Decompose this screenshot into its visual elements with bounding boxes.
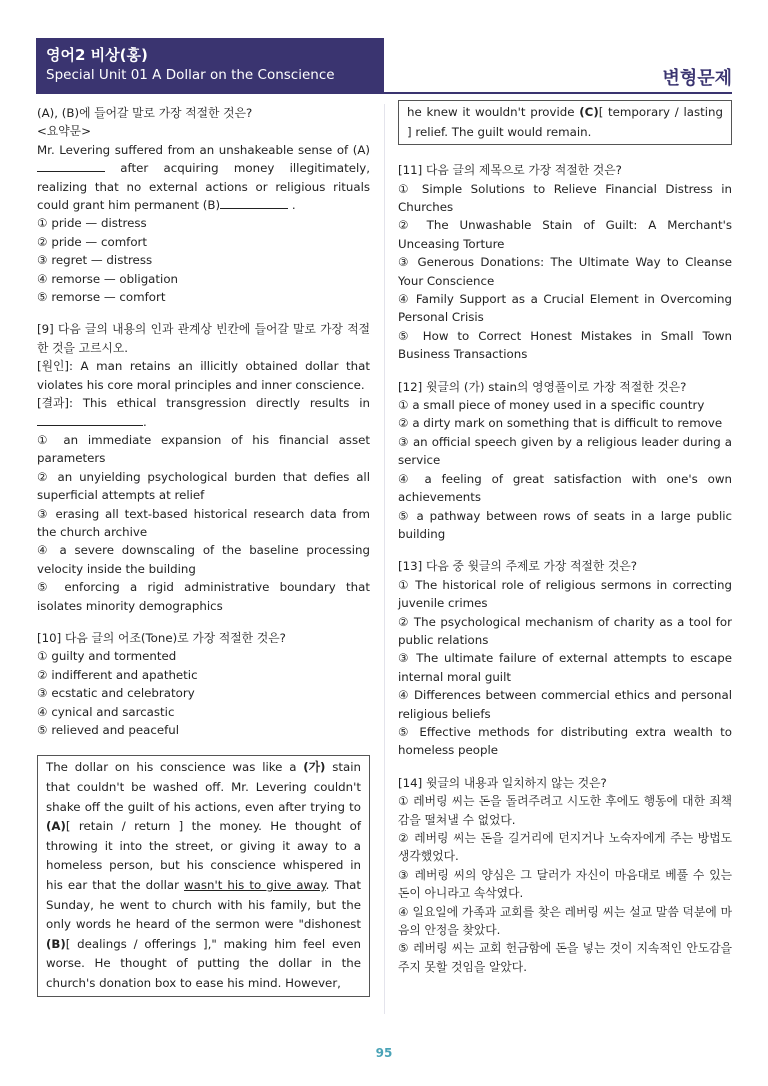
option[interactable]: ⑤ How to Correct Honest Mistakes in Small Town Business Transactions — [398, 328, 732, 362]
passage-text: The dollar on his conscience was like a — [46, 760, 304, 775]
option[interactable]: ④ Family Support as a Crucial Element in Overcoming Personal Crisis — [398, 292, 732, 325]
option[interactable]: ① an immediate expansion of his financial asset parameters — [37, 432, 370, 466]
question-14 — [398, 774, 732, 976]
question-10-prompt: [10] 다음 글의 어조(Tone)로 가장 적절한 것은? — [37, 630, 286, 645]
option[interactable]: ③ regret — distress — [37, 253, 153, 268]
passage-text: [ retain / return ] the money. He thought of throwing it into the street, or giving it away to a homeless person, but his conscience whispered in his ear that the dollar — [46, 819, 361, 892]
effect-label: [결과] — [37, 396, 69, 411]
option[interactable]: ② The Unwashable Stain of Guilt: A Merchant's Unceasing Torture — [398, 218, 732, 251]
marker-c: (C) — [579, 105, 599, 119]
passage-text: [ temporary / lasting ] relief. The guilt would remain. — [407, 105, 723, 139]
option[interactable]: ① The historical role of religious sermons in correcting juvenile crimes — [398, 577, 732, 611]
header-subtitle: Special Unit 01 A Dollar on the Conscience — [46, 67, 335, 83]
option[interactable]: ⑤ a pathway between rows of seats in a large public building — [398, 508, 732, 541]
passage-text: . That Sunday, he went to church with his family, but the only words he heard of the sermon were "dishonest — [46, 877, 361, 932]
summary-text — [37, 141, 370, 215]
passage-box-continued — [398, 100, 732, 145]
option[interactable]: ⑤ 레버링 씨는 교회 헌금함에 돈을 넣는 것이 지속적인 안도감을 주지 못할 것임을 알았다. — [398, 941, 732, 974]
question-10 — [37, 629, 370, 739]
option[interactable]: ② a dirty mark on something that is difficult to remove — [398, 416, 723, 431]
question-13 — [398, 557, 732, 759]
summary-part1: Mr. Levering suffered from an unshakeable sense of (A) — [37, 142, 370, 157]
option[interactable]: ② 레버링 씨는 돈을 길거리에 던지거나 노숙자에게 주는 방법도 생각했었다. — [398, 831, 732, 864]
option[interactable]: ③ ecstatic and celebratory — [37, 686, 195, 701]
option[interactable]: ④ Differences between commercial ethics and personal religious beliefs — [398, 688, 732, 721]
header-right-label: 변형문제 — [662, 68, 732, 89]
blank-b — [220, 197, 288, 209]
cause-text: : A man retains an illicitly obtained dollar that violates his core moral principles and inner conscience. — [37, 359, 370, 392]
effect-line — [37, 394, 370, 431]
option[interactable]: ③ The ultimate failure of external attempts to escape internal moral guilt — [398, 651, 732, 684]
option[interactable]: ⑤ relieved and peaceful — [37, 723, 180, 737]
question-14-prompt: [14] 윗글의 내용과 일치하지 않는 것은? — [398, 775, 607, 790]
passage-text: he knew it wouldn't provide — [407, 105, 580, 119]
option[interactable]: ① pride — distress — [37, 216, 147, 231]
question-13-prompt: [13] 다음 중 윗글의 주제로 가장 적절한 것은? — [398, 559, 638, 574]
passage-text: stain that couldn't be washed off. Mr. Levering couldn't shake off the guilt of his actions, even after trying to — [46, 760, 361, 814]
option[interactable]: ① 레버링 씨는 돈을 돌려주려고 시도한 후에도 행동에 대한 죄책감을 떨쳐낼 수 없었다. — [398, 794, 732, 827]
option[interactable]: ③ 레버링 씨의 양심은 그 달러가 자신이 마음대로 베풀 수 있는 돈이 아니라고 속삭였다. — [398, 867, 732, 901]
option[interactable]: ④ a severe downscaling of the baseline processing velocity inside the building — [37, 543, 370, 576]
right-column — [398, 104, 732, 990]
option[interactable]: ① guilty and tormented — [37, 649, 177, 664]
option[interactable]: ④ remorse — obligation — [37, 271, 179, 286]
summary-label: <요약문> — [37, 124, 91, 139]
summary-end: . — [288, 198, 296, 213]
blank-a — [37, 160, 105, 172]
column-divider — [384, 104, 385, 1014]
page-number: 95 — [375, 1046, 393, 1060]
option[interactable]: ② The psychological mechanism of charity as a tool for public relations — [398, 614, 732, 647]
question-9 — [37, 320, 370, 615]
option[interactable]: ④ a feeling of great satisfaction with one's own achievements — [398, 471, 732, 505]
option[interactable]: ② pride — comfort — [37, 234, 148, 249]
option[interactable]: ⑤ remorse — comfort — [37, 290, 166, 305]
marker-a: (A) — [46, 819, 66, 834]
marker-ga: (가) — [303, 760, 326, 775]
header-rule — [36, 92, 732, 94]
question-11 — [398, 161, 732, 363]
option[interactable]: ① a small piece of money used in a specific country — [398, 398, 705, 413]
effect-text: : This ethical transgression directly results in — [69, 396, 370, 411]
summary-part2: after acquiring money illegitimately, realizing that no external actions or religious rituals could grant him permanent (B) — [37, 161, 370, 213]
cause-line — [37, 357, 370, 394]
option[interactable]: ③ Generous Donations: The Ultimate Way to Cleanse Your Conscience — [398, 255, 732, 288]
question-9-prompt: [9] 다음 글의 내용의 인과 관계상 빈칸에 들어갈 말로 가장 적절한 것을 고르시오. — [37, 322, 370, 355]
underlined-phrase: wasn't his to give away — [184, 877, 326, 892]
cause-label: [원인] — [37, 359, 69, 374]
option[interactable]: ② indifferent and apathetic — [37, 667, 198, 682]
marker-b: (B) — [46, 936, 66, 951]
option[interactable]: ⑤ enforcing a rigid administrative boundary that isolates minority demographics — [37, 580, 370, 613]
option[interactable]: ⑤ Effective methods for distributing extra wealth to homeless people — [398, 724, 732, 758]
question-8-prompt: (A), (B)에 들어갈 말로 가장 적절한 것은? — [37, 106, 253, 120]
question-12 — [398, 378, 732, 544]
option[interactable]: ① Simple Solutions to Relieve Financial Distress in Churches — [398, 181, 732, 214]
question-8 — [37, 104, 370, 306]
option[interactable]: ③ erasing all text-based historical research data from the church archive — [37, 506, 370, 539]
option[interactable]: ④ cynical and sarcastic — [37, 704, 175, 719]
option[interactable]: ② an unyielding psychological burden that defies all superficial attempts at relief — [37, 469, 370, 503]
passage-box — [37, 755, 370, 996]
option[interactable]: ④ 일요일에 가족과 교회를 찾은 레버링 씨는 설교 말씀 덕분에 마음의 안정을 찾았다. — [398, 904, 732, 938]
effect-end: . — [143, 414, 147, 429]
question-11-prompt: [11] 다음 글의 제목으로 가장 적절한 것은? — [398, 163, 622, 178]
header-title: 영어2 비상(홍) — [46, 46, 148, 64]
left-column — [37, 104, 370, 997]
header-banner — [36, 38, 384, 92]
passage-text: [ dealings / offerings ]," making him feel even worse. He thought of putting the dollar in the church's donation box to ease his mind. However, — [46, 936, 361, 990]
question-12-prompt: [12] 윗글의 (가) stain의 영영풀이로 가장 적절한 것은? — [398, 379, 687, 394]
option[interactable]: ③ an official speech given by a religious leader during a service — [398, 434, 732, 468]
blank-effect — [37, 414, 143, 426]
